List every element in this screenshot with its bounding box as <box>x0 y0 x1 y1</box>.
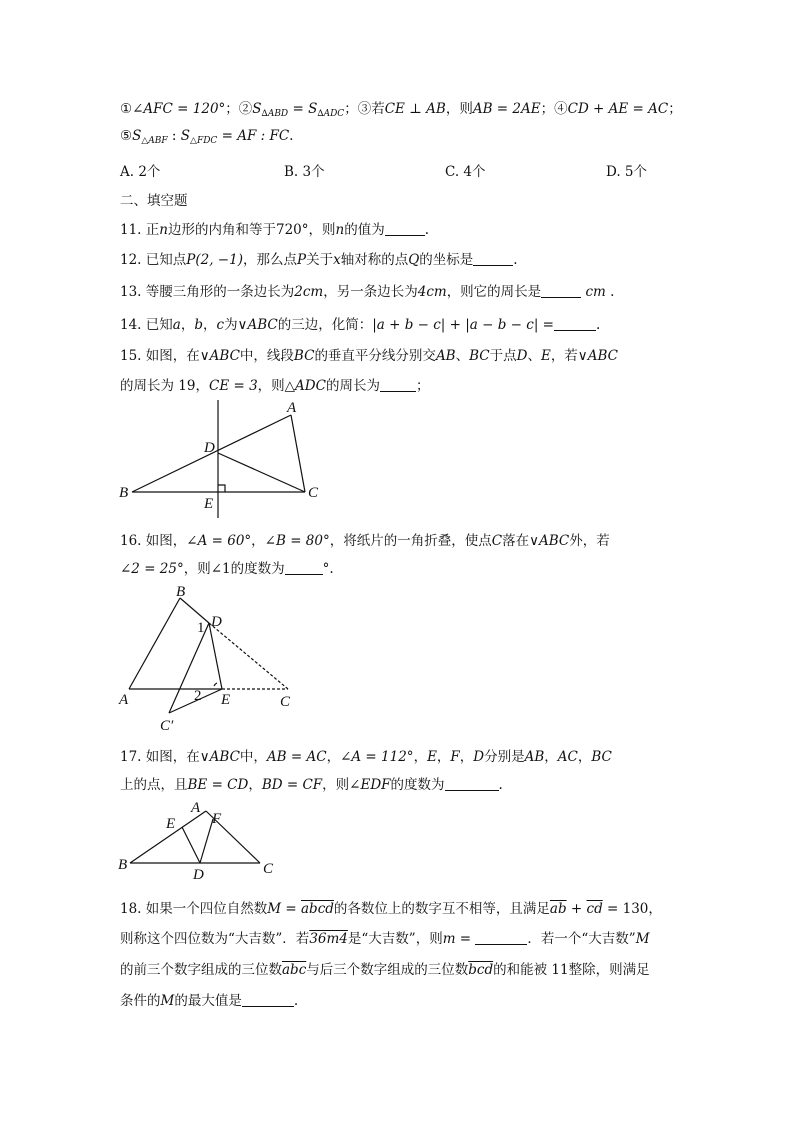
statement-row-2: $⑤S_{\triangle ABF}$ : $S_{\triangle FDC}$ = AF : FC. <box>120 128 294 146</box>
question-11: 11. 正n边形的内角和等于720°，则n的值为 . <box>120 222 430 238</box>
answer-blank[interactable] <box>380 379 416 392</box>
section-heading: 二、填空题 <box>120 193 188 209</box>
answer-blank[interactable] <box>445 778 499 791</box>
question-16-line-1: 16. 如图，∠A = 60°，∠B = 80°，将纸片的一角折叠，使点C落在∨ABC外，若 <box>120 533 610 549</box>
figure-15 <box>110 396 330 522</box>
question-13: 13. 等腰三角形的一条边长为2cm，另一条边长为4cm，则它的周长是 cm . <box>120 284 615 300</box>
label-F: F <box>212 811 222 827</box>
label-C: C <box>263 861 274 877</box>
answer-blank[interactable] <box>475 932 527 945</box>
label-A: A <box>191 800 201 816</box>
question-18-line-2: 则称这个四位数为“大吉数”．若36m4是“大吉数”，则m = ．若一个“大吉数”M <box>120 931 650 947</box>
question-17-line-1: 17. 如图，在∨ABC中，AB = AC，∠A = 112°，E，F，D分别是AB，AC，BC <box>120 749 612 765</box>
statement-row-1: ①∠AFC = 120°；$②S_{\Delta ABD} = S_{\Delta ADC}$；③若CE ⊥ AB，则AB = 2AE；④CD + AE = AC； <box>120 101 682 119</box>
label-angle-1: 1 <box>197 620 205 636</box>
label-E: E <box>221 692 231 708</box>
question-17-line-2: 上的点，且BE = CD，BD = CF，则∠EDF的度数为 . <box>120 777 503 793</box>
label-D: D <box>204 440 215 456</box>
question-15-line-2: 的周长为 19，CE = 3，则△ADC的周长为 ； <box>120 378 430 394</box>
label-A: A <box>119 692 129 708</box>
question-15-line-1: 15. 如图，在∨ABC中，线段BC的垂直平分线分别交AB、BC于点D、E，若∨ABC <box>120 348 618 364</box>
question-18-line-1: 18. 如果一个四位自然数M = abcd的各数位上的数字互不相等，且满足$\overline{ab} + \overline{cd} = 130$， <box>120 901 662 917</box>
label-E: E <box>204 496 214 512</box>
answer-blank[interactable] <box>385 223 425 236</box>
answer-blank[interactable] <box>554 318 596 331</box>
label-D: D <box>193 867 204 879</box>
label-A: A <box>287 400 297 416</box>
answer-blank[interactable] <box>285 562 323 575</box>
label-C: C <box>280 694 291 710</box>
figure-16 <box>110 582 310 734</box>
question-12: 12. 已知点P(2, −1)，那么点P关于x轴对称的点Q的坐标是 . <box>120 252 518 268</box>
figure-17 <box>110 797 290 879</box>
label-B: B <box>176 584 186 600</box>
answer-blank[interactable] <box>242 994 294 1007</box>
question-18-line-4: 条件的M的最大值是 . <box>120 993 299 1009</box>
label-C-prime: C′ <box>160 718 174 734</box>
question-14: 14. 已知a，b，c为∨ABC的三边，化简：|a + b − c| + |a − b − c| = . <box>120 317 601 333</box>
answer-blank[interactable] <box>473 253 513 266</box>
answer-blank[interactable] <box>541 285 581 298</box>
option-d[interactable]: D. 5个 <box>606 164 648 180</box>
option-c[interactable]: C. 4个 <box>445 164 486 180</box>
option-a[interactable]: A. 2个 <box>120 164 161 180</box>
question-16-line-2: ∠2 = 25°，则∠1的度数为 °. <box>120 561 334 577</box>
option-b[interactable]: B. 3个 <box>284 164 325 180</box>
label-B: B <box>119 485 129 501</box>
label-C: C <box>308 485 319 501</box>
label-E: E <box>166 816 176 832</box>
label-D: D <box>211 614 222 630</box>
question-18-line-3: 的前三个数字组成的三位数$\overline{abc}$与后三个数字组成的三位数$\overline{bcd}$的和能被 11整除，则满足 <box>120 962 650 978</box>
label-B: B <box>118 857 128 873</box>
label-angle-2: 2 <box>194 688 202 704</box>
